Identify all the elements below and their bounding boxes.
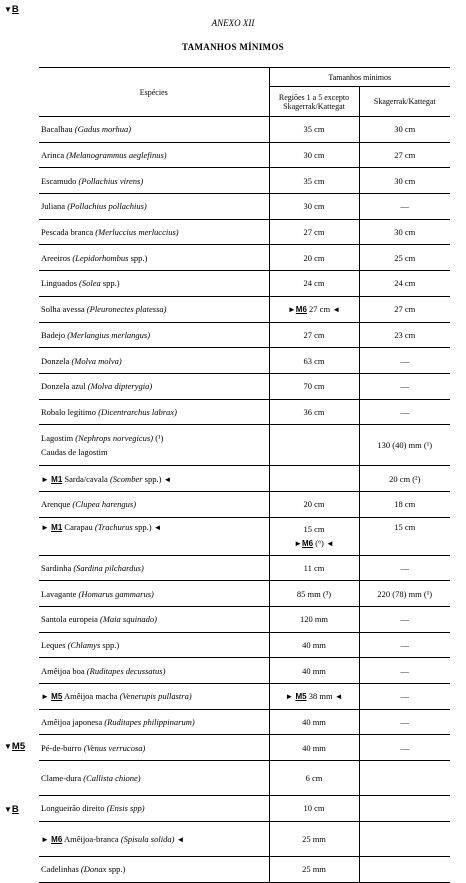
amendment-marker-b: ▼B xyxy=(4,804,19,815)
amendment-marker-m5: ► M5 xyxy=(41,692,63,702)
table-row: Juliana (Pollachius pollachius) 30 cm — xyxy=(39,194,450,220)
table-row: Cadelinhas (Donax spp.) 25 mm xyxy=(39,856,450,882)
table-row: Leques (Chlamys spp.) 40 mm — xyxy=(39,632,450,658)
minimum-sizes-table xyxy=(39,67,450,883)
table-row: ► M5 Amêijoa macha (Venerupis pullastra) ► M5 38 mm ◄ — xyxy=(39,684,450,710)
table-row: Lavagante (Homarus gammarus) 85 mm (³) 220 (78) mm (¹) xyxy=(39,581,450,607)
table-row: Santola europeia (Maia squinado) 120 mm — xyxy=(39,607,450,633)
table-row: Areeiros (Lepidorhombus spp.) 20 cm 25 cm xyxy=(39,245,450,271)
table-row: Robalo legítimo (Dicentrarchus labrax) 36 cm — xyxy=(39,399,450,425)
table-row: Sardinha (Sardina pilchardus) 11 cm — xyxy=(39,555,450,581)
table-row: ► M1 Carapau (Trachurus spp.) ◄ 15 cm ►M6 (⁶) ◄ 15 cm xyxy=(39,517,450,555)
table-row: Pé-de-burro (Venus verrucosa) 40 mm — xyxy=(39,735,450,761)
table-row: Escamudo (Pollachius virens) 35 cm 30 cm xyxy=(39,168,450,194)
amendment-marker-m6: ►M6 xyxy=(294,538,314,548)
annex-title: ANEXO XII xyxy=(211,18,255,28)
table-row: Linguados (Solea spp.) 24 cm 24 cm xyxy=(39,271,450,297)
table-row: Amêijoa japonesa (Ruditapes philippinarum) 40 mm — xyxy=(39,709,450,735)
amendment-marker-m6: ► M6 xyxy=(41,834,63,844)
table-row: ► M6 Amêijoa-branca (Spisula solida) ◄ 25 mm xyxy=(39,821,450,856)
sizes-header: Tamanhos mínimos xyxy=(269,68,450,87)
page-title: TAMANHOS MÍNIMOS xyxy=(182,42,284,52)
table-row: ► M1 Sarda/cavala (Scomber spp.) ◄ 20 cm (²) xyxy=(39,466,450,492)
table-row: Amêijoa boa (Ruditapes decussatus) 40 mm — xyxy=(39,658,450,684)
table-row: Donzela (Molva molva) 63 cm — xyxy=(39,348,450,374)
amendment-marker-m5: ▼M5 xyxy=(4,741,26,752)
table-row: Pescada branca (Merluccius merluccius) 27 cm 30 cm xyxy=(39,219,450,245)
table-row: Bacalhau (Gadus morhua) 35 cm 30 cm xyxy=(39,117,450,143)
amendment-marker-b: ▼B xyxy=(4,4,19,15)
table-row: Arinca (Melanogrammus aeglefinus) 30 cm 27 cm xyxy=(39,142,450,168)
amendment-marker-m5: ► M5 xyxy=(285,692,307,702)
skagerrak-header: Skagerrak/Kattegat xyxy=(359,87,450,117)
table-row: Lagostim (Nephrops norvegicus) (¹) Caudas de lagostim 130 (40) mm (¹) xyxy=(39,425,450,466)
table-row: Longueirão direito (Ensis spp) 10 cm xyxy=(39,796,450,822)
species-header: Espécies xyxy=(39,68,269,117)
amendment-marker-m1: ► M1 xyxy=(41,474,63,484)
table-row: Badejo (Merlangius merlangus) 27 cm 23 cm xyxy=(39,322,450,348)
table-row: Donzela azul (Molva dipterygia) 70 cm — xyxy=(39,373,450,399)
table-row: Clame-dura (Callista chione) 6 cm xyxy=(39,761,450,796)
regions-1-5-header: Regiões 1 a 5 excepto Skagerrak/Kattegat xyxy=(269,87,359,117)
table-row: Arenque (Clupea harengus) 20 cm 18 cm xyxy=(39,491,450,517)
table-row: Solha avessa (Pleuronectes platessa) ►M6 27 cm ◄ 27 cm xyxy=(39,296,450,322)
amendment-marker-m6: ►M6 xyxy=(287,305,307,315)
amendment-marker-m1: ► M1 xyxy=(41,522,63,532)
